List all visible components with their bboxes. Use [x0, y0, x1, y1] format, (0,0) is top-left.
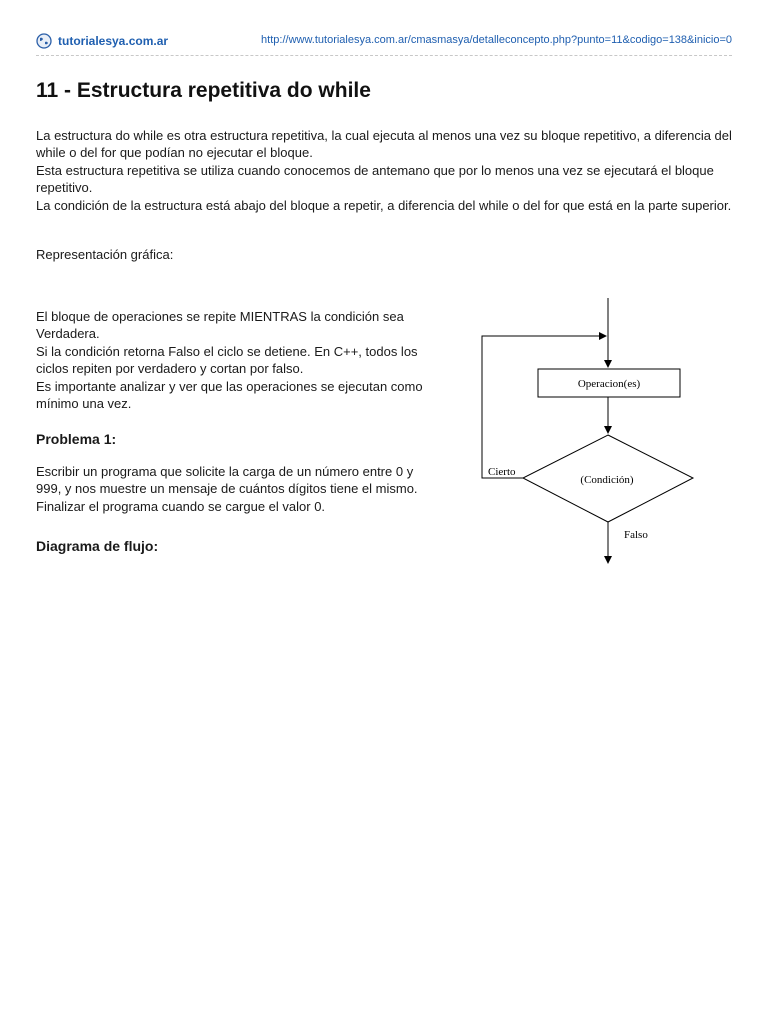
representacion-label: Representación gráfica:	[36, 247, 174, 262]
site-link[interactable]	[36, 33, 168, 49]
globe-icon	[36, 33, 52, 49]
intro-paragraph: La estructura do while es otra estructura repetitiva, la cual ejecuta al menos una vez su bloque repetitivo, a diferencia del while o del for que podían no ejecutar el bloque.	[36, 128, 732, 161]
explanation-text	[36, 308, 436, 412]
do-while-flowchart	[470, 295, 710, 570]
header-divider	[36, 55, 732, 56]
intro-paragraph: Esta estructura repetitiva se utiliza cuando conocemos de antemano que por lo menos una vez se ejecutará el bloque repetitivo.	[36, 162, 714, 196]
true-label: Cierto	[488, 466, 516, 478]
explanation-paragraph: El bloque de operaciones se repite MIENTRAS la condición sea Verdadera.	[36, 309, 404, 342]
page-title: 11 - Estructura repetitiva do while	[36, 79, 371, 102]
problema-heading: Problema 1:	[36, 431, 117, 447]
false-label: Falso	[624, 529, 648, 541]
condition-label: (Condición)	[580, 474, 634, 486]
explanation-paragraph: Es importante analizar y ver que las operaciones se ejecutan como mínimo una vez.	[36, 378, 423, 412]
page-url[interactable]: http://www.tutorialesya.com.ar/cmasmasya/detalleconcepto.php?punto=11&codigo=138&inicio=0	[261, 34, 732, 46]
operation-label: Operacion(es)	[577, 378, 641, 390]
problema-text: Escribir un programa que solicite la carga de un número entre 0 y 999, y nos muestre un mensaje de cuántos dígitos tiene el mismo. Finalizar el programa cuando se cargue el valor 0.	[36, 464, 418, 514]
intro-paragraph: La condición de la estructura está abajo del bloque a repetir, a diferencia del while o del for que está en la parte superior.	[36, 197, 732, 213]
diagrama-heading: Diagrama de flujo:	[36, 538, 159, 554]
explanation-paragraph: Si la condición retorna Falso el ciclo se detiene. En C++, todos los ciclos repiten por verdadero y cortan por falso.	[36, 343, 418, 377]
page-header	[36, 33, 732, 51]
site-name[interactable]: tutorialesya.com.ar	[58, 34, 169, 48]
intro-text	[36, 127, 736, 214]
